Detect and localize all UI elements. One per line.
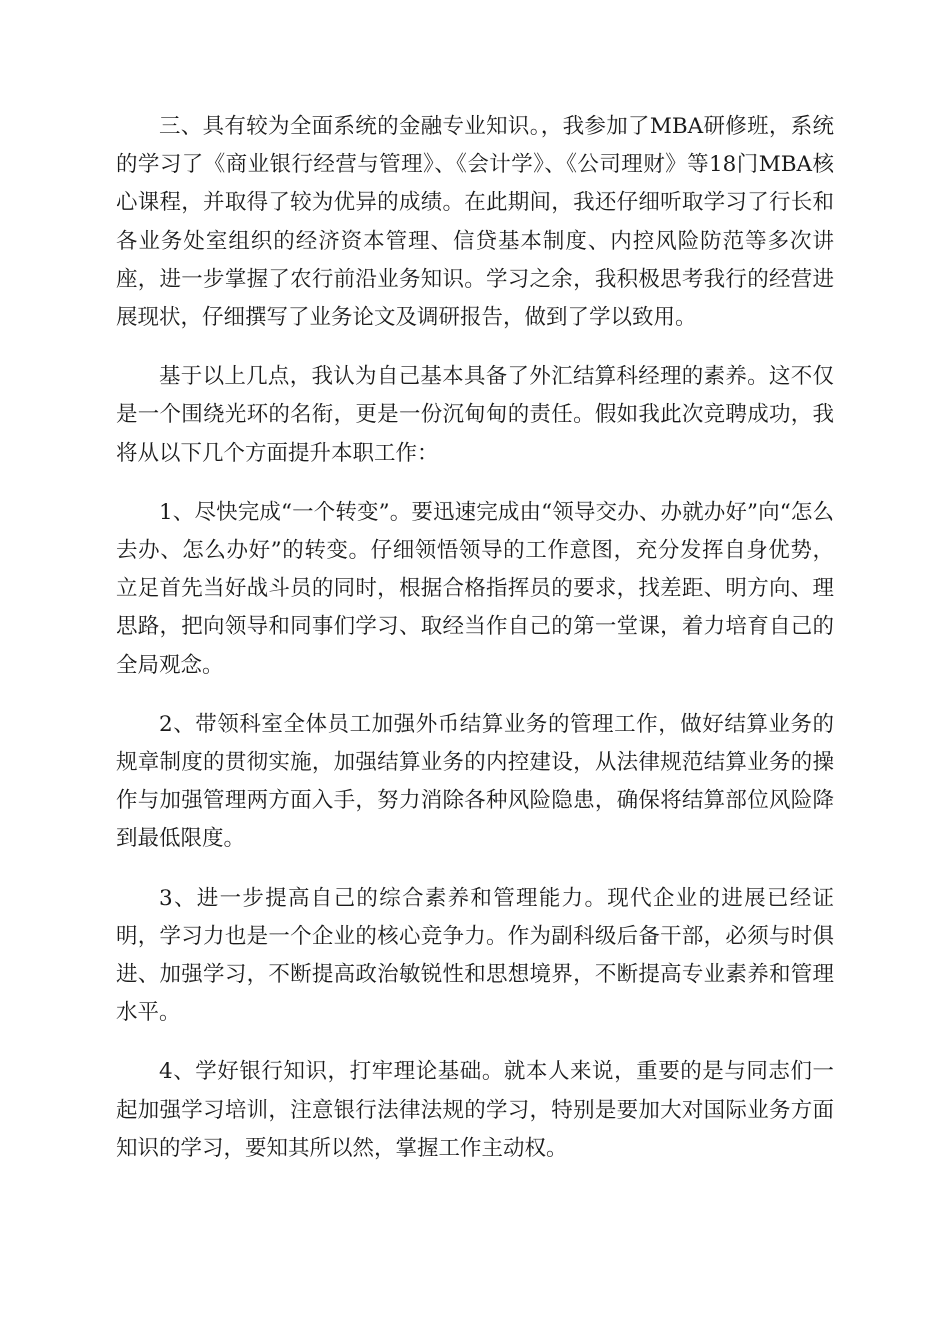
paragraph-qualification-summary: 基于以上几点，我认为自己基本具备了外汇结算科经理的素养。这不仅是一个围绕光环的名衔，更是一份沉甸甸的责任。假如我此次竞聘成功，我将从以下几个方面提升本职工作： — [116, 364, 834, 466]
paragraph-financial-knowledge: 三、具有较为全面系统的金融专业知识。，我参加了MBA研修班，系统的学习了《商业银行经营与管理》、《会计学》、《公司理财》等18门MBA核心课程，并取得了较为优异的成绩。在此期间，我还仔细听取学习了行长和各业务处室组织的经济资本管理、信贷基本制度、内控风险防范等多次讲座，进一步掌握了农行前沿业务知识。学习之余，我积极思考我行的经营进展现状，仔细撰写了业务论文及调研报告，做到了学以致用。 — [116, 114, 834, 331]
paragraph-point-1: 1、尽快完成“一个转变”。要迅速完成由“领导交办、办就办好”向“怎么去办、怎么办好”的转变。仔细领悟领导的工作意图，充分发挥自身优势，立足首先当好战斗员的同时，根据合格指挥员的要求，找差距、明方向、理思路，把向领导和同事们学习、取经当作自己的第一堂课，着力培育自己的全局观念。 — [116, 499, 834, 678]
paragraph-point-4: 4、学好银行知识，打牢理论基础。就本人来说，重要的是与同志们一起加强学习培训，注意银行法律法规的学习，特别是要加大对国际业务方面知识的学习，要知其所以然，掌握工作主动权。 — [116, 1059, 834, 1161]
document-body — [116, 108, 834, 1189]
paragraph-point-3: 3、进一步提高自己的综合素养和管理能力。现代企业的进展已经证明，学习力也是一个企业的核心竞争力。作为副科级后备干部，必须与时俱进、加强学习，不断提高政治敏锐性和思想境界，不断提高专业素养和管理水平。 — [116, 885, 834, 1026]
paragraph-point-2: 2、带领科室全体员工加强外币结算业务的管理工作，做好结算业务的规章制度的贯彻实施，加强结算业务的内控建设，从法律规范结算业务的操作与加强管理两方面入手，努力消除各种风险隐患，确保将结算部位风险降到最低限度。 — [116, 711, 834, 852]
